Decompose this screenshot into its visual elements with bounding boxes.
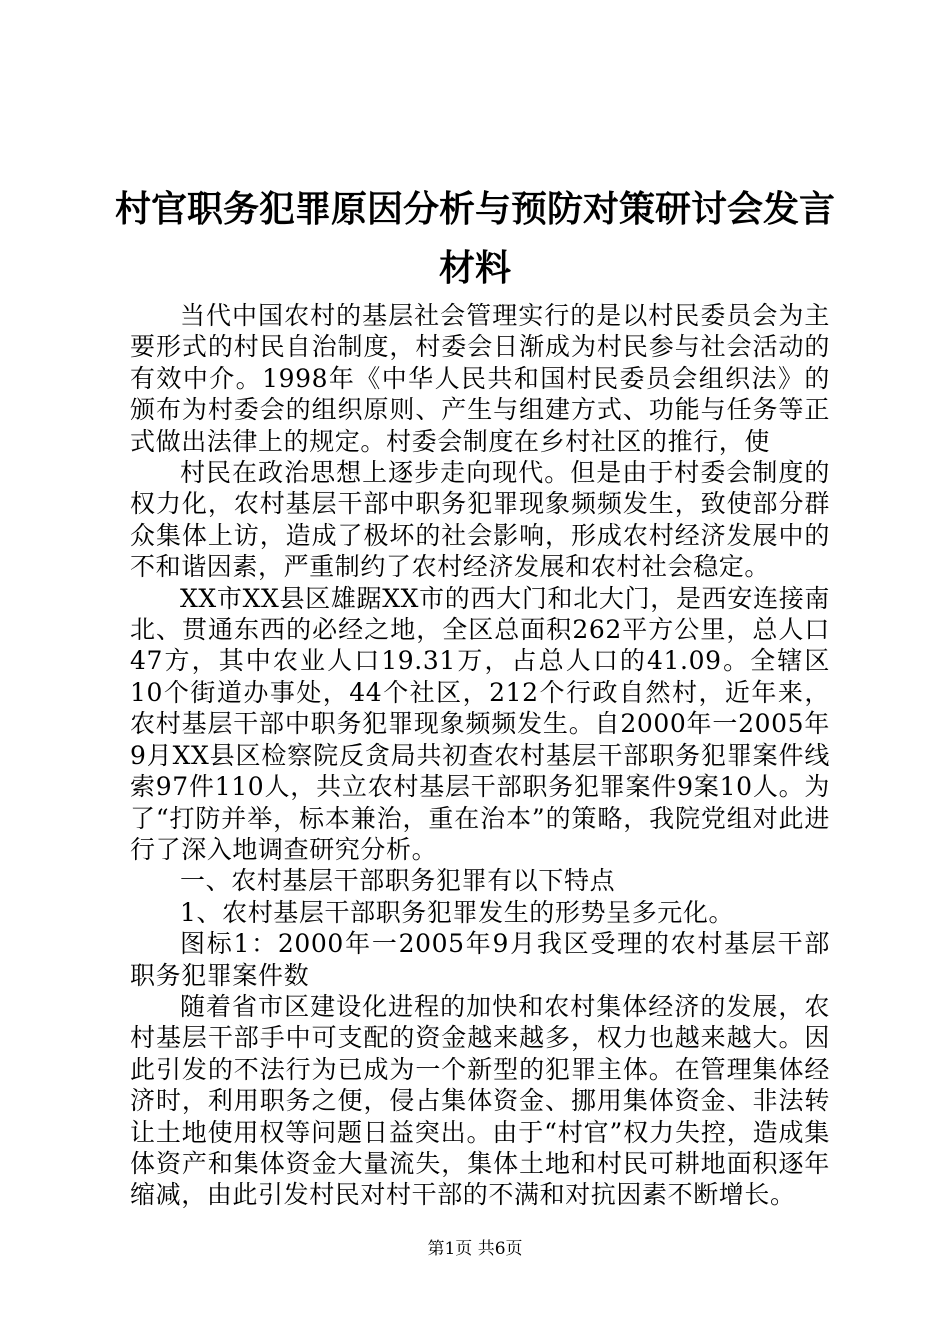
- page-number-footer: 第1页 共6页: [427, 1239, 523, 1259]
- paragraph: XX市XX县区雄踞XX市的西大门和北大门，是西安连接南北、贯通东西的必经之地，全区总面积262平方公里，总人口47方，其中农业人口19.31万，占总人口的41.09。全辖区10个街道办事处，44个社区，212个行政自然村，近年来，农村基层干部中职务犯罪现象频频发生。自2000年一2005年9月XX县区检察院反贪局共初查农村基层干部职务犯罪案件线索97件110人，共立农村基层干部职务犯罪案件9案10人。为了“打防并举，标本兼治，重在治本”的策略，我院党组对此进行了深入地调查研究分析。: [130, 583, 830, 864]
- subsection-heading: 1、农村基层干部职务犯罪发生的形势呈多元化。: [180, 897, 735, 927]
- document-body: [130, 300, 830, 1211]
- section-heading: 一、农村基层干部职务犯罪有以下特点: [180, 866, 616, 896]
- document-title-line-1: 村官职务犯罪原因分析与预防对策研讨会发言: [114, 189, 835, 230]
- paragraph: 随着省市区建设化进程的加快和农村集体经济的发展，农村基层干部手中可支配的资金越来越多，权力也越来越大。因此引发的不法行为已成为一个新型的犯罪主体。在管理集体经济时，利用职务之便，侵占集体资金、挪用集体资金、非法转让土地使用权等问题日益突出。由于“村官”权力失控，造成集体资产和集体资金大量流失，集体土地和村民可耕地面积逐年缩减，由此引发村民对村干部的不满和对抗因素不断增长。: [130, 991, 830, 1210]
- paragraph: 村民在政治思想上逐步走向现代。但是由于村委会制度的权力化，农村基层干部中职务犯罪现象频频发生，致使部分群众集体上访，造成了极坏的社会影响，形成农村经济发展中的不和谐因素，严重制约了农村经济发展和农村社会稳定。: [130, 458, 830, 582]
- document-title-line-2: 材料: [438, 248, 511, 289]
- figure-caption: 图标1：2000年一2005年9月我区受理的农村基层干部职务犯罪案件数: [130, 929, 830, 990]
- paragraph: 当代中国农村的基层社会管理实行的是以村民委员会为主要形式的村民自治制度，村委会日渐成为村民参与社会活动的有效中介。1998年《中华人民共和国村民委员会组织法》的颁布为村委会的组织原则、产生与组建方式、功能与任务等正式做出法律上的规定。村委会制度在乡村社区的推行，使: [130, 301, 830, 456]
